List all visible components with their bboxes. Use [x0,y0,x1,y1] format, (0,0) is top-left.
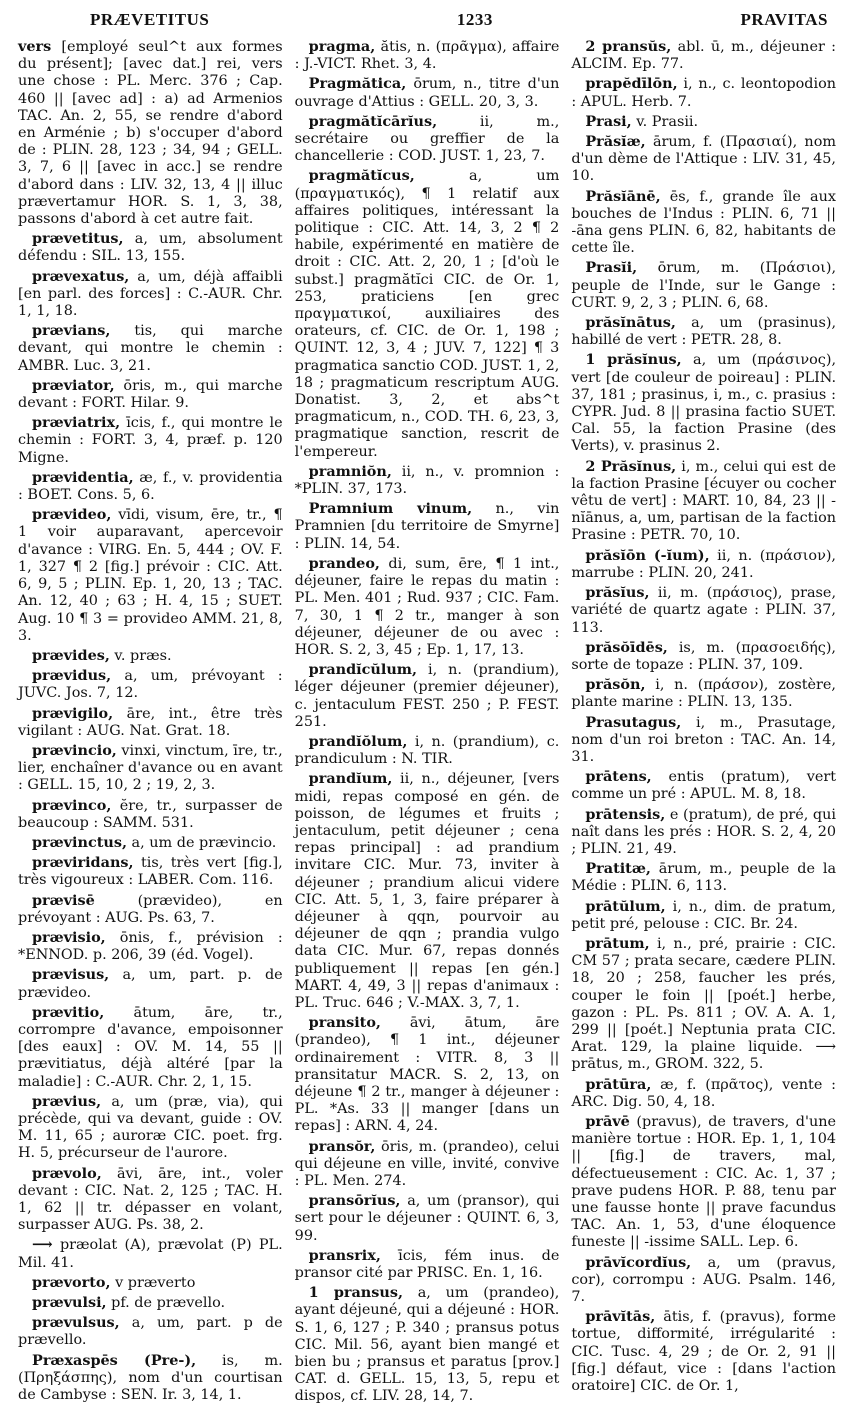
entry-definition: abl. ū, m., déjeuner : ALCIM. Ep. 77. [571,39,837,73]
entry-definition: ōrum, m. (Πράσιοι), peuple de l'Inde, sur le Gange : CURT. 9, 2, 3 ; PLIN. 6, 68. [571,260,837,311]
dictionary-entry [571,714,836,767]
entry-definition: præolat (A), prævolat (P) PL. Mil. 41. [18,1237,283,1271]
entry-headword: prævitio, [32,1003,105,1021]
entry-headword: Præxaspēs (Pre-), [32,1351,197,1369]
dictionary-entry [18,38,283,228]
entry-headword: Prasĭi, [585,259,638,277]
entry-headword: pragmătĭcārĭus, [308,112,438,130]
entry-definition: n., vin Pramnien [du territoire de Smyrne] : PLIN. 14, 54. [294,501,560,552]
entry-headword: pransŏr, [308,1137,376,1155]
entry-definition: ii, n. (πράσιον), marrube : PLIN. 20, 241. [571,547,837,581]
entry-definition: tis, très vert [fig.], très vigoureux : LABER. Com. 116. [18,855,283,889]
dictionary-entry [571,113,836,131]
dictionary-entry [295,1138,560,1191]
entry-headword: prăsŏn, [585,676,646,694]
entry-definition: tis, qui marche devant, qui montre le chemin : AMBR. Luc. 3, 21. [18,323,283,374]
entry-definition: a, um (præ, via), qui précède, qui va devant, guide : OV. M. 11, 65 ; auroræ CIC. poet. frg. H. 5, précurseur de l'aurore. [18,1093,283,1162]
entry-headword: Pratitæ, [585,860,651,878]
entry-definition: i, n., dim. de pratum, petit pré, pelouse : CIC. Br. 24. [571,898,837,932]
entry-definition: entis (pratum), vert comme un pré : APUL. M. 8, 18. [571,769,837,803]
entry-headword: prātūra, [585,1075,652,1093]
running-header [18,10,836,36]
entry-definition: i, n. (prandium), léger déjeuner (premier déjeuner), c. jentaculum FEST. 250 ; P. FEST. 251. [294,662,560,730]
entry-headword: prapĕdīlōn, [585,75,678,93]
entry-definition: ōrum, n., titre d'un ouvrage d'Attius : GELL. 20, 3, 3. [294,76,560,110]
dictionary-entry [18,230,283,265]
dictionary-entry [571,547,836,582]
entry-definition: (prævideo), en prévoyant : AUG. Ps. 63, 7. [18,892,283,926]
dictionary-entry [18,892,283,927]
dictionary-entry [295,463,560,498]
entry-definition: a, um, déjà affaibli [en parl. des forces] : C.-AUR. Chr. 1, 1, 18. [18,268,283,320]
entry-definition: ārum, f. (Πρασιαί), nom d'un dème de l'Attique : LIV. 31, 45, 10. [571,134,837,185]
dictionary-entry [571,676,836,711]
dictionary-entry [18,1294,283,1312]
entry-definition: a, um, prévoyant : JUVC. Jos. 7, 12. [18,668,283,702]
dictionary-entry [18,322,283,375]
dictionary-entry [18,705,283,740]
entry-headword: prævidus, [32,667,112,685]
entry-definition: vīdi, visum, ēre, tr., ¶ 1 voir auparavant, apercevoir d'avance : VIRG. En. 5, 444 ; OV. F. 1, 327 ¶ 2 [fig.] prévoir : CIC. Att. 6, 9, 5 ; PLIN. Ep. 1, 20, 13 ; TAC. An. 12, 40 ; 63 ; H. 4, 15 ; SUET. Aug. 10 ¶ 3 = provideo AMM. 21, 8, 3. [18,507,283,644]
entry-headword: 1 prăsĭnus, [585,351,682,369]
entry-headword: prăsĭnātus, [585,314,676,332]
entry-definition: āre, int., être très vigilant : AUG. Nat. Grat. 18. [18,705,283,739]
entry-headword: pransōrĭus, [308,1192,401,1210]
dictionary-entry [18,1314,283,1349]
entry-definition: ii, m. (πράσιος), prase, variété de quartz agate : PLIN. 37, 113. [571,585,837,636]
entry-headword: vers [18,38,52,55]
entry-definition: a, um (pransor), qui sert pour le déjeuner : QUINT. 6, 3, 99. [294,1193,560,1244]
entry-headword: prandĭŏlum, [308,732,408,750]
entry-headword: prævigilo, [32,704,114,722]
dictionary-entry [571,38,836,73]
entry-definition: v præverto [115,1274,196,1291]
entry-headword: 2 pransŭs, [585,38,672,55]
entry-headword: prævideo, [32,506,112,524]
entry-definition: ii, m., secrétaire ou greffier de la chancellerie : COD. JUST. 1, 23, 7. [294,113,560,165]
entry-headword: pramniŏn, [308,462,392,480]
entry-headword: præviatrix, [32,414,121,432]
dictionary-entry [18,377,283,412]
entry-definition: e (pratum), de pré, qui naît dans les prés : HOR. S. 2, 4, 20 ; PLIN. 21, 49. [571,806,837,857]
entry-headword: prāvē [585,1112,630,1130]
entry-definition: ārum, m., peuple de la Médie : PLIN. 6, 113. [571,861,837,895]
dictionary-entry [18,647,283,665]
dictionary-entry [571,1076,836,1111]
entry-definition: pf. de prævello. [111,1295,226,1312]
dictionary-entry [295,500,560,553]
entry-headword: prātum, [585,934,650,952]
entry-headword: prævulsi, [32,1294,107,1312]
entry-headword: prandĭum, [308,770,393,788]
entry-headword: prævinctus, [32,833,127,851]
entry-definition: æ, f., v. providentia : BOET. Cons. 5, 6. [18,469,283,504]
entry-definition: i, n. (prandium), c. prandiculum : N. TIR. [294,733,560,768]
entry-definition: a, um, absolument défendu : SIL. 13, 155. [18,231,283,265]
header-right-headword: PRAVITAS [740,10,828,29]
entry-definition: i, m., celui qui est de la faction Prasine [écuyer ou cocher vêtu de vert] : MART. 10, 84, 23 || -nĭānus, a, um, partisan de la faction Prasine : PETR. 70, 10. [571,458,837,544]
dictionary-entry [295,1192,560,1245]
dictionary-entry [571,75,836,110]
dictionary-entry [18,797,283,832]
dictionary-entry [18,1352,283,1405]
entry-definition: di, sum, ēre, ¶ 1 int., déjeuner, faire le repas du matin : PL. Men. 401 ; Rud. 937 ; CIC. Fam. 7, 30, 1 ¶ 2 tr., manger à son déjeuner, déjeuner de ou avec : HOR. S. 2, 3, 45 ; Ep. 1, 17, 13. [294,555,560,658]
dictionary-entry [18,1165,283,1235]
entry-definition: ōris, m. (prandeo), celui qui déjeune en ville, invité, convive : PL. Men. 274. [294,1138,560,1189]
entry-definition: a, um (πράσινος), vert [de couleur de poireau] : PLIN. 37, 181 ; prasinus, i, m., c. prasius : CYPR. Jud. 8 || prasina factio SUET. Cal. 55, la faction Prasine (des Verts), v. prasinus 2. [571,352,837,455]
entry-definition: æ, f. (πρᾶτος), vente : ARC. Dig. 50, 4, 18. [571,1076,836,1110]
entry-headword: prātŭlum, [585,897,666,915]
dictionary-entry [295,770,560,1012]
dictionary-entry [571,458,836,545]
entry-definition: ătis, n. (πρᾶγμα), affaire : J.-VICT. Rhet. 3, 4. [294,39,560,73]
dictionary-entry [571,898,836,933]
entry-headword: prævinco, [32,796,112,814]
dictionary-entry [18,1004,283,1091]
entry-headword: prāvĭtās, [585,1308,656,1326]
entry-definition: ātum, āre, tr., corrompre d'avance, empoisonner [des eaux] : OV. M. 14, 55 || prævitiatus, déjà altéré [par la maladie] : C.-AUR. Chr. 2, 1, 15. [18,1004,283,1090]
entry-headword: prævisē [32,891,95,909]
entry-definition: ātis, f. (pravus), forme tortue, difformité, irrégularité : CIC. Tusc. 4, 29 ; de Or. 2, 91 || [fig.] défaut, vice : [dans l'action oratoire] CIC. de Or. 1, [571,1309,837,1395]
dictionary-entry [571,806,836,859]
entry-headword: prævisio, [32,928,106,946]
dictionary-entry [571,935,836,1074]
entry-definition: vinxi, vinctum, īre, tr., lier, enchaîner d'avance ou en avant : GELL. 15, 10, 2 ; 19, 2, 3. [18,742,283,794]
entry-definition: v. præs. [114,647,172,664]
entry-definition: a, um (prandeo), ayant déjeuné, qui a déjeuné : HOR. S. 1, 6, 127 ; P. 340 ; pransus potus CIC. Mil. 56, ayant bien mangé et bien bu ; pransus et paratus [prov.] CAT. d. GELL. 15, 13, 5, repu et dispos, cf. LIV. 28, 14, 7. [294,1285,560,1405]
dictionary-entry [571,584,836,637]
dictionary-entry [295,1247,560,1282]
entry-headword: prandeo, [308,554,380,572]
entry-headword: Prăsĭæ, [585,133,646,151]
dictionary-entry [295,555,560,659]
column-left [18,38,283,1404]
dictionary-entry [18,268,283,321]
entry-headword: ⟶ [32,1236,53,1254]
entry-headword: prandĭcŭlum, [308,661,418,679]
entry-headword: 2 Prăsĭnus, [585,457,677,475]
entry-headword: prævolo, [32,1164,102,1182]
entry-headword: Prăsĭānē, [585,187,661,205]
entry-headword: Pragmătica, [308,75,407,93]
entry-headword: pragma, [308,38,376,55]
dictionary-entry [571,188,836,258]
dictionary-entry [18,834,283,852]
entry-headword: prăsĭōn (-ĭum), [585,546,710,564]
entry-definition: āvi, āre, int., voler devant : CIC. Nat. 2, 125 ; TAC. H. 1, 62 || tr. dépasser en volant, surpasser AUG. Ps. 38, 2. [18,1165,283,1234]
entry-headword: Prasutagus, [585,713,682,731]
entry-headword: prævorto, [32,1273,111,1291]
entry-definition: is, m. (πρασοειδής), sorte de topaze : PLIN. 37, 109. [571,639,837,673]
dictionary-entry [18,742,283,795]
dictionary-entry [18,929,283,964]
dictionary-entry [571,1308,836,1395]
entry-headword: prævincio, [32,741,117,759]
entry-headword: pransrix, [308,1246,381,1264]
dictionary-entry [571,768,836,803]
header-left-headword: PRÆVETITUS [90,10,210,29]
dictionary-entry [295,113,560,166]
dictionary-entry [295,1284,560,1405]
entry-headword: prăsĭus, [585,584,650,602]
entry-headword: prævius, [32,1092,102,1110]
entry-definition: āvi, ātum, āre (prandeo), ¶ 1 int., déjeuner ordinairement : VITR. 8, 3 || pransitatur MACR. S. 2, 13, on déjeune ¶ 2 tr., manger à déjeuner : PL. *As. 33 || manger [dans un repas] : ARN. 4, 24. [294,1015,560,1135]
dictionary-entry [571,314,836,349]
entry-definition: a, um, part. p. de prævideo. [18,967,283,1001]
entry-headword: prātens, [585,768,652,786]
entry-definition: ōnis, f., prévision : *ENNOD. p. 206, 39 (éd. Vogel). [18,929,283,964]
entry-headword: pragmătĭcus, [308,167,415,185]
dictionary-entry [18,469,283,504]
dictionary-entry [295,75,560,110]
entry-definition: ii, n., v. promnion : *PLIN. 37, 173. [294,463,560,498]
entry-headword: prævidentia, [32,468,134,486]
entry-definition: [employé seul^t aux formes du présent]; [avec dat.] rei, vers une chose : PL. Merc. 376 ; Cap. 460 || [avec ad] : a) ad Armenios TAC. An. 2, 55, se rendre d'abord en Arménie ; b) s'occuper d'abord de : PLIN. 28, 123 ; 34, 94 ; GELL. 3, 7, 6 || [avec in acc.] se rendre d'abord dans : LIV. 32, 13, 4 || illuc prævertamur HOR. S. 1, 3, 38, passons d'abord à cet autre fait. [18,39,283,228]
entry-definition: i, n., pré, prairie : CIC. CM 57 ; prata secare, cædere PLIN. 18, 20 ; 258, faucher les prés, couper le foin || [poét.] herbe, gazon : PL. Ps. 811 ; OV. A. A. 1, 299 || [poét.] Neptunia prata CIC. Arat. 129, la plaine liquide. ⟶ prātus, m., GROM. 322, 5. [571,935,837,1073]
dictionary-entry [295,661,560,731]
dictionary-entry [18,667,283,702]
dictionary-entry [295,733,560,768]
entry-definition: a, um (pravus, cor), corrompu : AUG. Psalm. 146, 7. [571,1254,837,1306]
dictionary-entry [571,1254,836,1307]
entry-headword: prævulsus, [32,1314,120,1332]
entry-headword: 1 pransus, [308,1284,403,1302]
entry-definition: īcis, fém inus. de pransor cité par PRISC. En. 1, 16. [294,1247,560,1282]
column-middle [294,38,560,1405]
page-number: 1233 [456,10,493,29]
entry-headword: prăsŏīdēs, [585,638,668,656]
entry-headword: prævetitus, [32,230,124,248]
dictionary-entry [571,259,836,312]
entry-definition: a, um (prasinus), habillé de vert : PETR. 28, 8. [571,315,837,349]
dictionary-entry [295,38,560,73]
dictionary-entry [571,860,836,895]
entry-headword: pransito, [308,1014,381,1032]
entry-headword: prævides, [32,646,110,664]
entry-headword: prāvĭcordĭus, [585,1253,692,1271]
entry-definition: īcis, f., qui montre le chemin : FORT. 3, 4, præf. p. 120 Migne. [18,415,283,466]
entry-headword: Pramnium vinum, [308,500,473,518]
dictionary-entry [295,1014,560,1135]
entry-headword: prævexatus, [32,267,130,285]
dictionary-entry [18,414,283,467]
entry-definition: ĕre, tr., surpasser de beaucoup : SAMM. 531. [18,797,283,831]
text-columns [18,38,837,1405]
entry-headword: Prasi, [585,112,632,130]
entry-definition: v. Prasii. [636,113,699,130]
entry-headword: prævians, [32,322,111,340]
entry-definition: is, m. (Πρηξάσπης), nom d'un courtisan de Cambyse : SEN. Ir. 3, 14, 1. [18,1352,283,1404]
entry-definition: (pravus), de travers, d'une manière tortue : HOR. Ep. 1, 1, 104 || [fig.] de travers, mal, défectueusement : CIC. Ac. 1, 37 ; prave pudens HOR. P. 88, tenu par une fausse honte || prave facundus TAC. An. 1, 53, d'une éloquence funeste || -issime SALL. Lep. 6. [571,1113,837,1251]
dictionary-entry [295,167,560,460]
entry-definition: ii, n., déjeuner, [vers midi, repas composé en gén. de poisson, de légumes et fruits ; jentaculum, petit déjeuner ; cena repas principal] : ad prandium invitare CIC. Mur. 73, inviter à déjeuner ; prandium alicui videre CIC. Att. 5, 1, 3, faire préparer à déjeuner à qqn, pourvoir au déjeuner de qqn ; prandia vulgo data CIC. Mur. 67, repas donnés publiquement || repas [en gén.] MART. 4, 49, 3 || repas d'animaux : PL. Truc. 646 ; V.-MAX. 3, 7, 1. [294,771,560,1011]
dictionary-entry [571,1113,836,1252]
dictionary-entry [18,966,283,1001]
dictionary-entry [18,506,283,645]
entry-definition: a, um, part. p de prævello. [18,1315,283,1349]
dictionary-entry [18,1093,283,1163]
entry-headword: prævisus, [32,966,110,984]
entry-definition: a, um de prævincio. [131,834,277,851]
entry-headword: prātensis, [585,805,666,823]
entry-definition: a, um (πραγματικός), ¶ 1 relatif aux affaires politiques, intéressant la politique : CIC. Att. 14, 3, 2 ¶ 2 habile, expérimenté en matière de droit : CIC. Att. 2, 20, 1 ; [d'où le subst.] pragmătĭci CIC. de Or. 1, 253, praticiens [en grec πραγματικοί, auxiliaires des orateurs, cf. CIC. de Or. 1, 198 ; QUINT. 12, 3, 4 ; JUV. 7, 122] ¶ 3 pragmatica sanctio COD. JUST. 1, 2, 18 ; pragmaticum rescriptum AUG. Donatist. 3, 2, et abs^t pragmaticum, n., COD. TH. 6, 23, 3, pragmatique sanction, rescrit de l'empereur. [294,168,560,460]
dictionary-entry [571,351,836,455]
entry-headword: præviridans, [32,854,134,872]
dictionary-entry [571,133,836,186]
entry-definition: i, m., Prasutage, nom d'un roi breton : TAC. An. 14, 31. [571,714,837,765]
column-right [571,38,837,1395]
dictionary-entry [18,1274,283,1292]
entry-headword: præviator, [32,376,115,394]
entry-definition: ēs, f., grande île aux bouches de l'Indus : PLIN. 6, 71 || -āna gens PLIN. 6, 82, habitants de cette île. [571,188,837,257]
entry-definition: i, n., c. leontopodion : APUL. Herb. 7. [571,76,837,110]
dictionary-entry [18,854,283,889]
dictionary-entry [18,1236,283,1271]
entry-definition: ōris, m., qui marche devant : FORT. Hilar. 9. [18,377,283,412]
dictionary-entry [571,639,836,674]
entry-definition: i, n. (πράσον), zostère, plante marine : PLIN. 13, 135. [571,677,837,711]
